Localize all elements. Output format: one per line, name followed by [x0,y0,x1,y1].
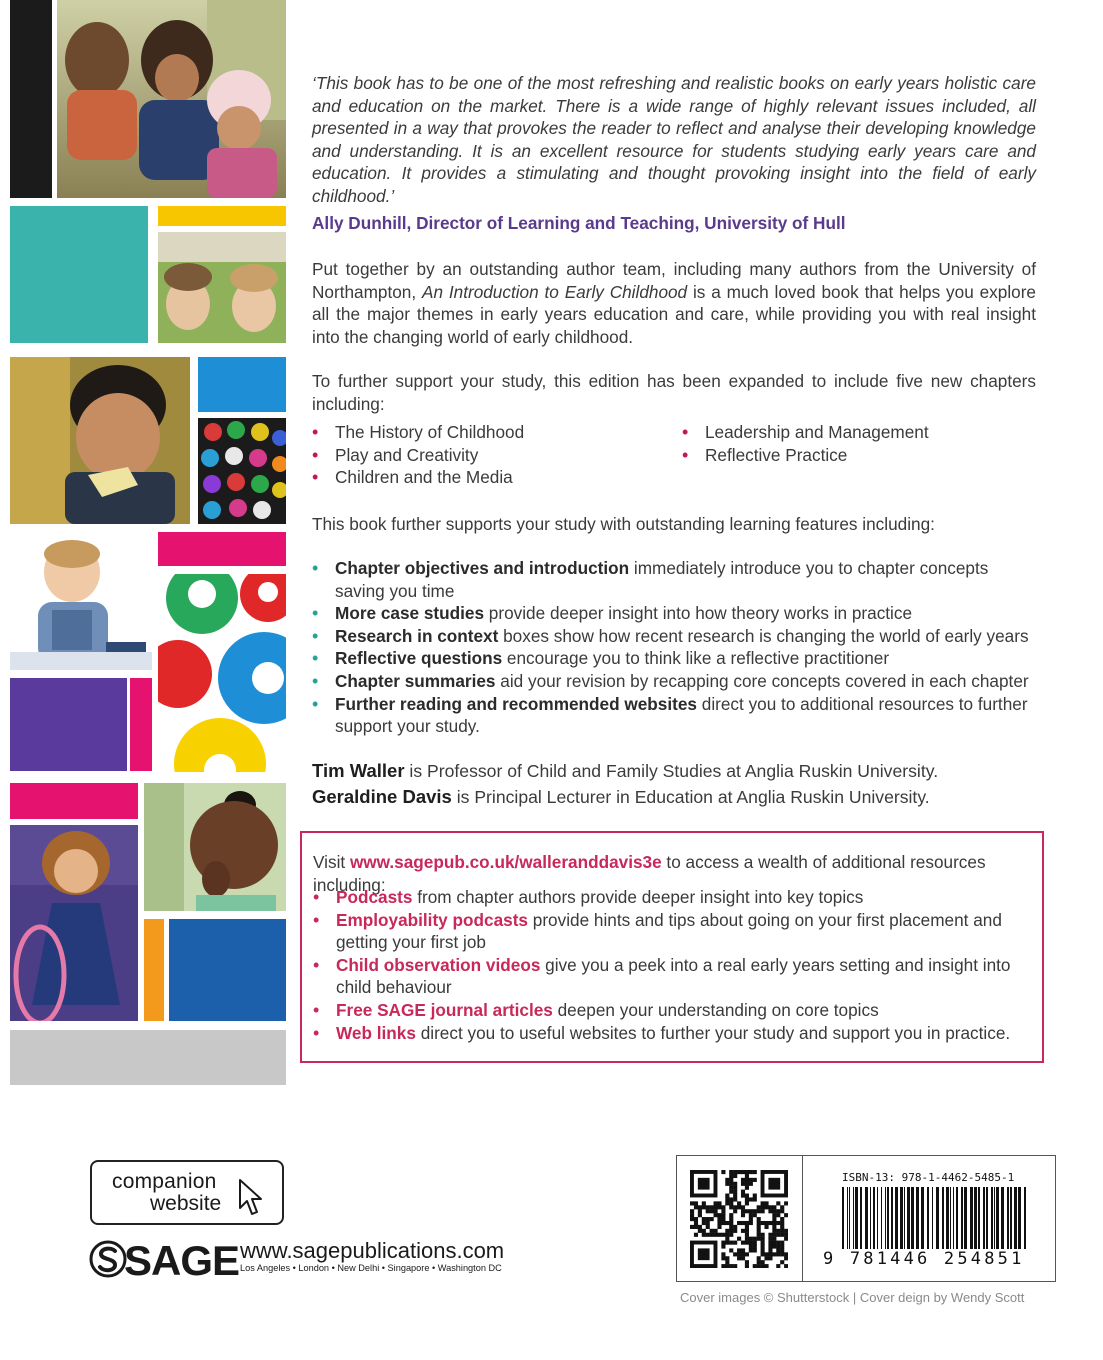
stacking-rings-photo [158,574,286,772]
list-item [313,886,1038,909]
list-item: • The History of Childhood [312,421,672,444]
feature-title: Further reading and recommended websites [335,693,697,714]
author-bios [312,758,1036,810]
feature-text: provide deeper insight into how theory works in practice [484,603,913,624]
new-chapters-column-b [682,421,1042,466]
publisher-cities: Los Angeles • London • New Delhi • Singapore • Washington DC [240,1263,502,1273]
list-item [313,909,1038,954]
list-item [313,1022,1038,1045]
list-item [313,954,1038,999]
author-bio [312,758,1036,784]
barcode-digits: 9 781446 254851 [823,1249,1025,1269]
feature-text: boxes show how recent research is changing the world of early years [498,625,1029,646]
description-end: is a much loved book that helps you explore all the major themes in early years education and care, while providing you with real insight into the changing world of early childhood. [312,281,1036,347]
children-in-grass-photo [57,0,286,198]
publisher-url[interactable]: www.sagepublications.com [240,1238,505,1263]
book-title: An Introduction to Early Childhood [421,281,688,302]
resource-title: Employability podcasts [336,909,528,930]
feature-text: direct you to additional resources to further support your study. [335,693,1028,737]
resource-text: provide hints and tips about going on your first placement and getting your first job [336,909,1002,953]
cover-credits: Cover images © Shutterstock | Cover deign by Wendy Scott [680,1290,1025,1305]
teal-square [10,206,148,343]
resources-intro-end: to access a wealth of additional resources including: [313,852,986,895]
resource-title: Free SAGE journal articles [336,999,553,1020]
author-bio [312,784,1036,810]
purple-square [10,678,127,771]
barcode-icon [840,1187,1030,1257]
upside-down-children-photo [158,232,286,343]
feature-title: More case studies [335,603,485,624]
companion-resources-box [300,831,1044,1063]
visit-text: Visit [313,852,350,872]
baby-thinking-photo [144,783,286,911]
sage-circle-icon [89,1240,127,1278]
list-item [313,999,1038,1022]
qr-code-icon [690,1170,788,1268]
quote-attribution: Ally Dunhill, Director of Learning and Teaching, University of Hull [312,213,846,233]
magenta-block [10,783,138,819]
magenta-strip [130,678,152,771]
author-name: Geraldine Davis [312,786,452,807]
description-start: Put together by an outstanding author team, including many authors from the University of Northampton, [312,259,1036,302]
list-item: • Leadership and Management [682,421,1042,444]
review-quote: ‘This book has to be one of the most refreshing and realistic books on early years holistic care and education on the market. There is a wide range of highly relevant issues included, all presented in a way that provokes the reader to reflect and analyse their developing knowledge and understanding. It is an excellent resource for students studying early years care and education. It provides a stimulating and thought provoking insight into the field of early childhood.’ [312,73,1036,206]
companion-website-logo [90,1160,284,1225]
website-label: website [150,1192,222,1215]
author-role: is Principal Lecturer in Education at Anglia Ruskin University. [451,787,930,807]
feature-title: Research in context [335,625,499,646]
sage-logo [124,1237,239,1285]
sage-wordmark: SAGE [124,1237,240,1284]
child-with-leaf-photo [10,357,190,524]
grey-bar [10,1030,286,1085]
magenta-bar [158,532,286,566]
companion-label: companion [112,1170,217,1193]
resource-title: Podcasts [336,887,413,907]
book-description [312,258,1036,348]
list-item: • Play and Creativity [312,444,672,467]
author-role: is Professor of Child and Family Studies at Anglia Ruskin University. [404,761,939,781]
resource-title: Web links [336,1022,416,1043]
list-item [312,557,1036,602]
isbn-divider [802,1156,803,1281]
resource-text: from chapter authors provide deeper insight into key topics [412,887,864,907]
features-lead: This book further supports your study with outstanding learning features including: [312,514,935,534]
resource-title: Child observation videos [336,954,541,975]
feature-text: immediately introduce you to chapter concepts saving you time [335,558,989,601]
resource-text: deepen your understanding on core topics [552,999,879,1020]
list-item [312,693,1036,738]
feature-title: Chapter summaries [335,670,496,691]
feature-title: Chapter objectives and introduction [335,558,630,578]
list-item: • Children and the Media [312,466,672,489]
black-bar [10,0,52,198]
blue-square [198,357,286,412]
feature-text: aid your revision by recapping core concepts covered in each chapter [495,670,1029,691]
list-item [312,670,1036,693]
feature-text: encourage you to think like a reflective practitioner [502,648,890,669]
cursor-icon [238,1178,264,1218]
girl-with-hoop-photo [10,825,138,1021]
list-item [312,625,1036,648]
companion-url-link[interactable]: www.sagepub.co.uk/walleranddavis3e [349,852,662,872]
new-chapters-column-a [312,421,672,489]
orange-strip [144,919,164,1021]
marker-pens-photo [198,418,286,524]
new-chapters-lead: To further support your study, this edition has been expanded to include five new chapters including: [312,371,1036,414]
list-item [312,602,1036,625]
resource-text: direct you to useful websites to further your study and support you in practice. [415,1022,1011,1043]
isbn-label: ISBN-13: 978-1-4462-5485-1 [842,1171,1015,1184]
list-item [312,647,1036,670]
author-name: Tim Waller [312,760,405,781]
toddler-with-book-photo [10,532,152,670]
resources-list [313,886,1038,1044]
resource-text: give you a peek into a real early years setting and insight into child behaviour [336,954,1011,998]
yellow-bar [158,206,286,226]
navy-square [169,919,286,1021]
features-list [312,557,1036,738]
feature-title: Reflective questions [335,648,503,669]
list-item: • Reflective Practice [682,444,1042,467]
